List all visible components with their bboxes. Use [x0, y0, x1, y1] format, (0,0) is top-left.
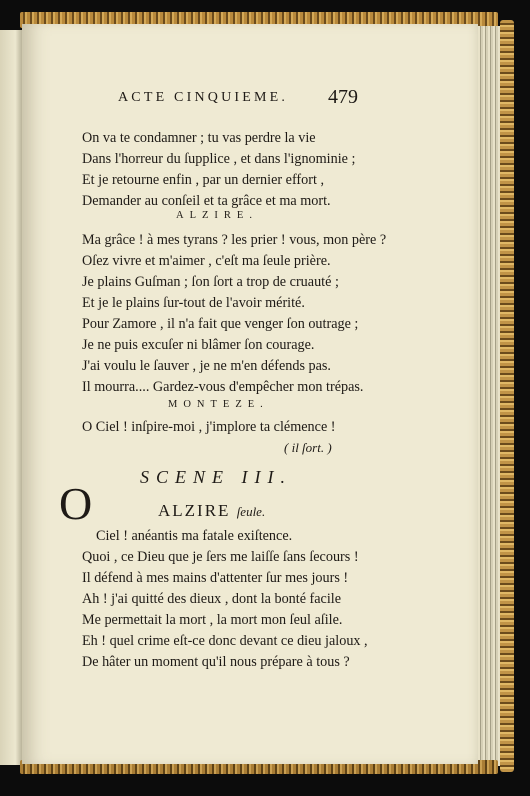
verse-line: Quoi , ce Dieu que je ſers me laiſſe ſans ſecours !	[82, 549, 359, 565]
verse-line: Me permettait la mort , la mort mon ſeul aſile.	[82, 612, 343, 628]
verse-line: Demander au conſeil et ta grâce et ma mort.	[82, 193, 331, 209]
character-name: ALZIRE	[158, 501, 231, 520]
verse-line: On va te condamner ; tu vas perdre la vie	[82, 130, 316, 146]
verse-line: Ma grâce ! à mes tyrans ? les prier ! vous, mon père ?	[82, 232, 387, 248]
stage-direction: ( il ſort. )	[284, 440, 332, 455]
drop-cap: O	[59, 478, 93, 529]
running-title: ACTE CINQUIEME.	[118, 90, 289, 105]
verse-line: Oſez vivre et m'aimer , c'eſt ma ſeule prière.	[82, 253, 331, 269]
character-note: ſeule.	[236, 504, 266, 519]
scene-title: SCENE III.	[140, 467, 292, 487]
scene-character	[158, 501, 265, 521]
gilt-fore-edge	[500, 20, 514, 772]
verse-line: De hâter un moment qu'il nous prépare à tous ?	[82, 654, 350, 670]
verse-line: Ah ! j'ai quitté des dieux , dont la bonté facile	[82, 591, 342, 607]
page-header	[118, 86, 418, 112]
verse-line: Il défend à mes mains d'attenter ſur mes jours !	[82, 570, 349, 586]
verse-line: Il mourra.... Gardez-vous d'empêcher mon trépas.	[82, 379, 364, 395]
verse-line: Dans l'horreur du ſupplice , et dans l'ignominie ;	[82, 151, 356, 167]
page-number: 479	[328, 86, 358, 108]
verse-line: Je plains Guſman ; ſon ſort a trop de cruauté ;	[82, 274, 339, 290]
verse-line: Et je retourne enfin , par un dernier effort ,	[82, 172, 325, 188]
verse-line: Je ne puis excuſer ni blâmer ſon courage.	[82, 337, 315, 353]
verse-line: Ciel ! anéantis ma fatale exiſtence.	[96, 528, 293, 544]
verse-line: Et je le plains ſur-tout de l'avoir mérité.	[82, 295, 305, 311]
speaker-name: ALZIRE.	[176, 210, 258, 221]
verse-line: O Ciel ! inſpire-moi , j'implore ta clémence !	[82, 419, 336, 435]
verse-line: J'ai voulu le ſauver , je ne m'en défends pas.	[82, 358, 331, 374]
verse-line: Pour Zamore , il n'a fait que venger ſon outrage ;	[82, 316, 359, 332]
previous-page-edge	[0, 30, 23, 765]
verse-line: Eh ! quel crime eſt-ce donc devant ce dieu jaloux ,	[82, 633, 368, 649]
speaker-name: MONTEZE.	[168, 399, 269, 410]
